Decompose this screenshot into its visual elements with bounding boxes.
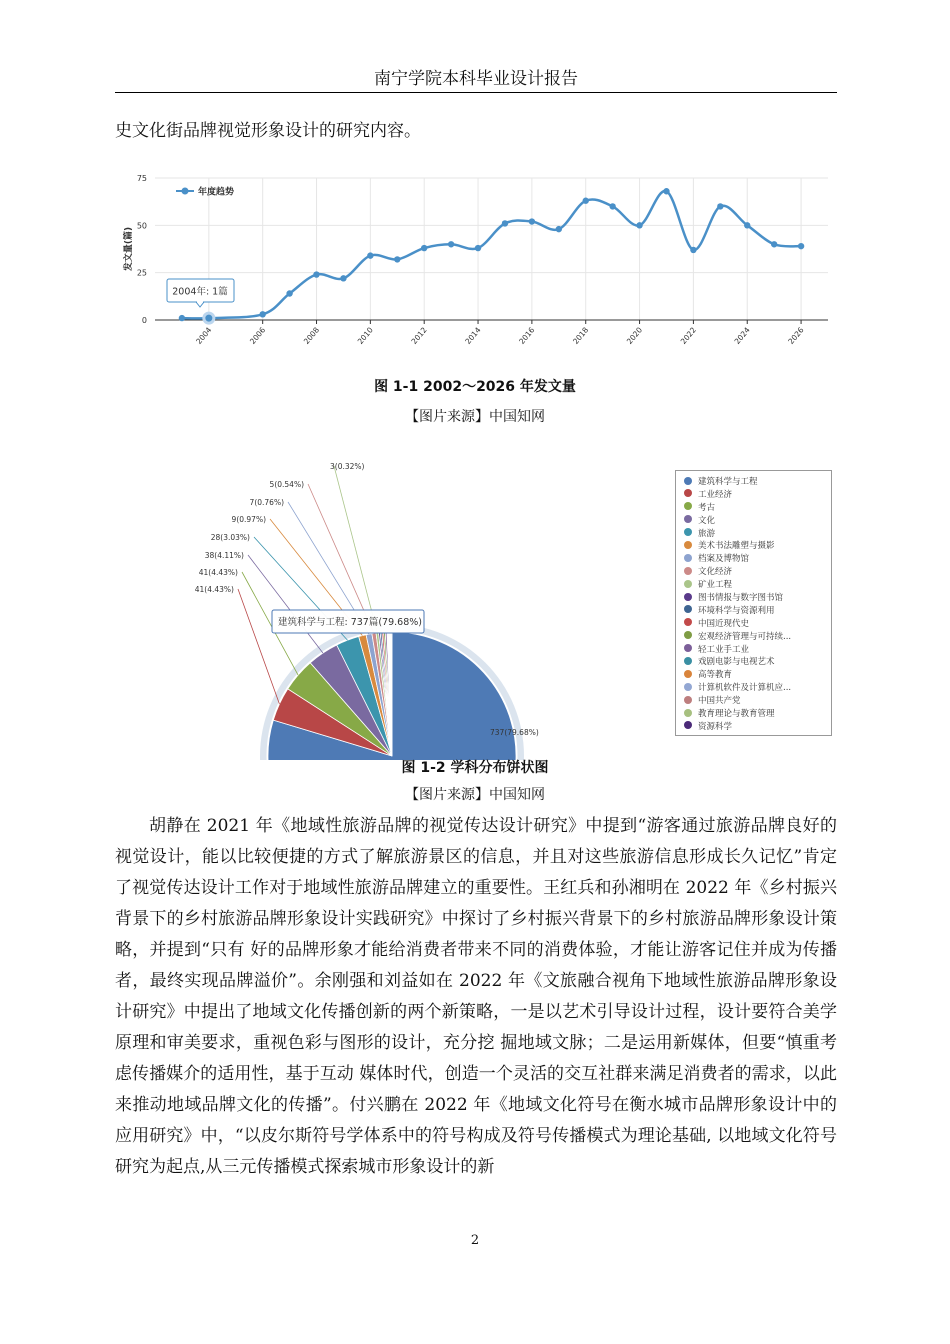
pie-data-label: 41(4.43%): [198, 568, 238, 577]
legend-swatch: [684, 489, 692, 497]
y-axis-label: 发文量(篇): [124, 226, 134, 272]
data-point: [394, 256, 400, 262]
y-tick-label: 0: [141, 316, 147, 325]
legend-text: 计算机软件及计算机应...: [698, 683, 792, 694]
pie-tooltip-text: 建筑科学与工程: 737篇(79.68%): [278, 617, 422, 628]
legend-item: [684, 605, 831, 618]
legend-swatch: [684, 593, 692, 601]
legend-text: 工业经济: [698, 489, 733, 500]
legend-text: 文化经济: [698, 567, 733, 578]
data-point: [179, 315, 185, 321]
legend-item: [684, 553, 831, 566]
legend-item: [684, 669, 831, 682]
legend-swatch: [684, 657, 692, 665]
legend-item: [684, 631, 831, 644]
legend-item: [684, 618, 831, 631]
data-point: [636, 222, 642, 228]
legend-text: 中国近现代史: [698, 618, 750, 629]
legend-swatch: [684, 631, 692, 639]
legend-text: 戏剧电影与电视艺术: [698, 657, 775, 668]
x-tick-label: 2026: [786, 325, 806, 346]
x-tick-label: 2014: [463, 325, 483, 346]
data-point: [367, 252, 373, 258]
data-point: [717, 203, 723, 209]
data-point: [609, 203, 615, 209]
legend-text: 矿业工程: [698, 580, 733, 591]
figure2-caption: 图 1-2 学科分布饼状图: [401, 760, 549, 776]
data-point: [690, 247, 696, 253]
body-paragraph: 胡静在 2021 年《地域性旅游品牌的视觉传达设计研究》中提到“游客通过旅游品牌良好的视觉设计，能以比较便捷的方式了解旅游景区的信息，并且对这些旅游信息形成长久记忆”肯定了视觉传达设计工作对于地域性旅游品牌建立的重要性。王红兵和孙湘明在 2022 年《乡村振兴背景下的乡村旅游品牌形象设计实践研究》中探讨了乡村振兴背景下的乡村旅游品牌形象设计策略，并提到“只有 好的品牌形象才能给消费者带来不同的消费体验，才能让游客记住并成为传播者，最终实现品牌溢价”。余刚强和刘益如在 2022 年《文旅融合视角下地域性旅游品牌形象设计研究》中提出了地域文化传播创新的两个新策略，一是以艺术引导设计过程，设计要符合美学原理和审美要求，重视色彩与图形的设计，充分挖 掘地域文脉；二是运用新媒体，但要“慎重考虑传播媒介的适用性，基于互动 媒体时代，创造一个灵活的交互社群来满足消费者的需求，以此来推动地域品牌文化的传播”。付兴鹏在 2022 年《地域文化符号在衡水城市品牌形象设计中的应用研究》中，“以皮尔斯符号学体系中的符号构成及符号传播模式为理论基础, 以地域文化符号研究为起点,从三元传播模式探索城市形象设计的新: [115, 816, 837, 1177]
data-point: [286, 290, 292, 296]
legend-text: 环境科学与资源利用: [698, 605, 775, 616]
data-point: [204, 313, 214, 323]
y-tick-label: 75: [136, 174, 147, 183]
legend-text: 旅游: [698, 528, 716, 539]
y-tick-label: 25: [136, 268, 147, 278]
data-point: [556, 226, 562, 232]
x-tick-label: 2022: [678, 325, 698, 346]
legend-item: [684, 721, 831, 734]
pie-legend: [675, 470, 832, 736]
data-point: [421, 245, 427, 251]
figure1-source: 【图片来源】中国知网: [405, 409, 545, 425]
data-point: [771, 241, 777, 247]
pie-data-label: 737(79.68%): [490, 728, 539, 737]
data-point: [340, 275, 346, 281]
data-point: [798, 243, 804, 249]
legend-item: [684, 644, 831, 657]
data-point: [313, 271, 319, 277]
pie-data-label: 7(0.76%): [249, 498, 284, 507]
legend-item: [684, 682, 831, 695]
data-point: [259, 311, 265, 317]
pie-data-label: 9(0.97%): [231, 515, 266, 524]
line-chart-series: [182, 191, 801, 318]
legend-text: 资源科学: [698, 721, 733, 732]
legend-item: [684, 592, 831, 605]
legend-item: [684, 566, 831, 579]
legend-swatch: [684, 515, 692, 523]
legend-item: [684, 528, 831, 541]
x-tick-label: 2010: [355, 325, 375, 346]
legend-swatch: [684, 696, 692, 704]
legend-item: [684, 489, 831, 502]
legend-item: [684, 476, 831, 489]
legend-text: 轻工业手工业: [698, 644, 750, 655]
legend-swatch: [684, 683, 692, 691]
legend-swatch: [684, 502, 692, 510]
legend-text: 考古: [698, 502, 716, 513]
pie-data-label: 5(0.54%): [269, 480, 304, 489]
line-chart-points: [179, 188, 805, 323]
y-tick-label: 50: [136, 221, 147, 231]
data-point: [502, 220, 508, 226]
x-tick-label: 2008: [301, 325, 322, 346]
chart-tooltip: [167, 279, 234, 307]
legend-swatch: [684, 528, 692, 536]
legend-item: [684, 695, 831, 708]
x-tick-label: 2004: [194, 325, 214, 346]
legend-item: [684, 540, 831, 553]
legend-swatch: [684, 477, 692, 485]
legend-swatch: [684, 580, 692, 588]
legend-text: 宏观经济管理与可持续...: [698, 631, 792, 642]
x-tick-label: 2012: [409, 325, 429, 346]
tooltip-text: 2004年: 1篇: [172, 286, 228, 298]
data-point: [663, 188, 669, 194]
lead-text: 史文化街品牌视觉形象设计的研究内容。: [115, 121, 421, 141]
legend-text: 美术书法雕塑与摄影: [698, 541, 775, 552]
legend-swatch: [684, 644, 692, 652]
x-tick-label: 2024: [732, 325, 752, 346]
legend-swatch: [684, 567, 692, 575]
data-point: [448, 241, 454, 247]
data-point: [475, 245, 481, 251]
legend-swatch: [684, 605, 692, 613]
legend-swatch: [684, 541, 692, 549]
line-chart-grid: [155, 178, 828, 320]
legend-swatch: [684, 721, 692, 729]
page-header: 南宁学院本科毕业设计报告: [115, 62, 837, 93]
figure1-caption: 图 1-1 2002～2026 年发文量: [374, 379, 576, 395]
line-chart: [0, 0, 950, 370]
legend-item: [684, 515, 831, 528]
pie-chart: [0, 440, 660, 760]
legend-item: [684, 502, 831, 515]
x-tick-label: 2018: [571, 325, 591, 346]
line-chart-legend: [176, 186, 234, 198]
pie-data-label: 41(4.43%): [194, 585, 234, 594]
legend-text: 教育理论与教育管理: [698, 709, 775, 720]
legend-text: 建筑科学与工程: [698, 477, 758, 487]
figure2-source: 【图片来源】中国知网: [405, 787, 545, 803]
data-point: [583, 198, 589, 204]
legend-item: [684, 708, 831, 721]
legend-label: 年度趋势: [198, 187, 235, 198]
legend-swatch: [684, 670, 692, 678]
pie-data-label: 3(0.32%): [330, 462, 365, 471]
legend-swatch: [684, 709, 692, 717]
legend-item: [684, 579, 831, 592]
series-line: [182, 191, 801, 318]
legend-text: 文化: [698, 515, 716, 526]
line-chart-axes: [137, 174, 828, 346]
pie-data-label: 38(4.11%): [204, 551, 244, 560]
pie-tooltip: [272, 610, 424, 633]
legend-swatch: [684, 554, 692, 562]
legend-text: 中国共产党: [698, 696, 741, 707]
legend-text: 档案及博物馆: [698, 554, 750, 565]
page-number: 2: [470, 1233, 480, 1248]
x-tick-label: 2020: [624, 325, 645, 346]
x-tick-label: 2006: [248, 325, 268, 346]
data-point: [744, 222, 750, 228]
data-point: [529, 218, 535, 224]
x-tick-label: 2016: [517, 325, 537, 346]
legend-item: [684, 656, 831, 669]
pie-label-line: [238, 589, 279, 704]
legend-text: 高等教育: [698, 670, 733, 681]
legend-text: 图书情报与数字图书馆: [698, 593, 784, 604]
legend-swatch: [684, 618, 692, 626]
pie-data-label: 28(3.03%): [210, 533, 250, 542]
